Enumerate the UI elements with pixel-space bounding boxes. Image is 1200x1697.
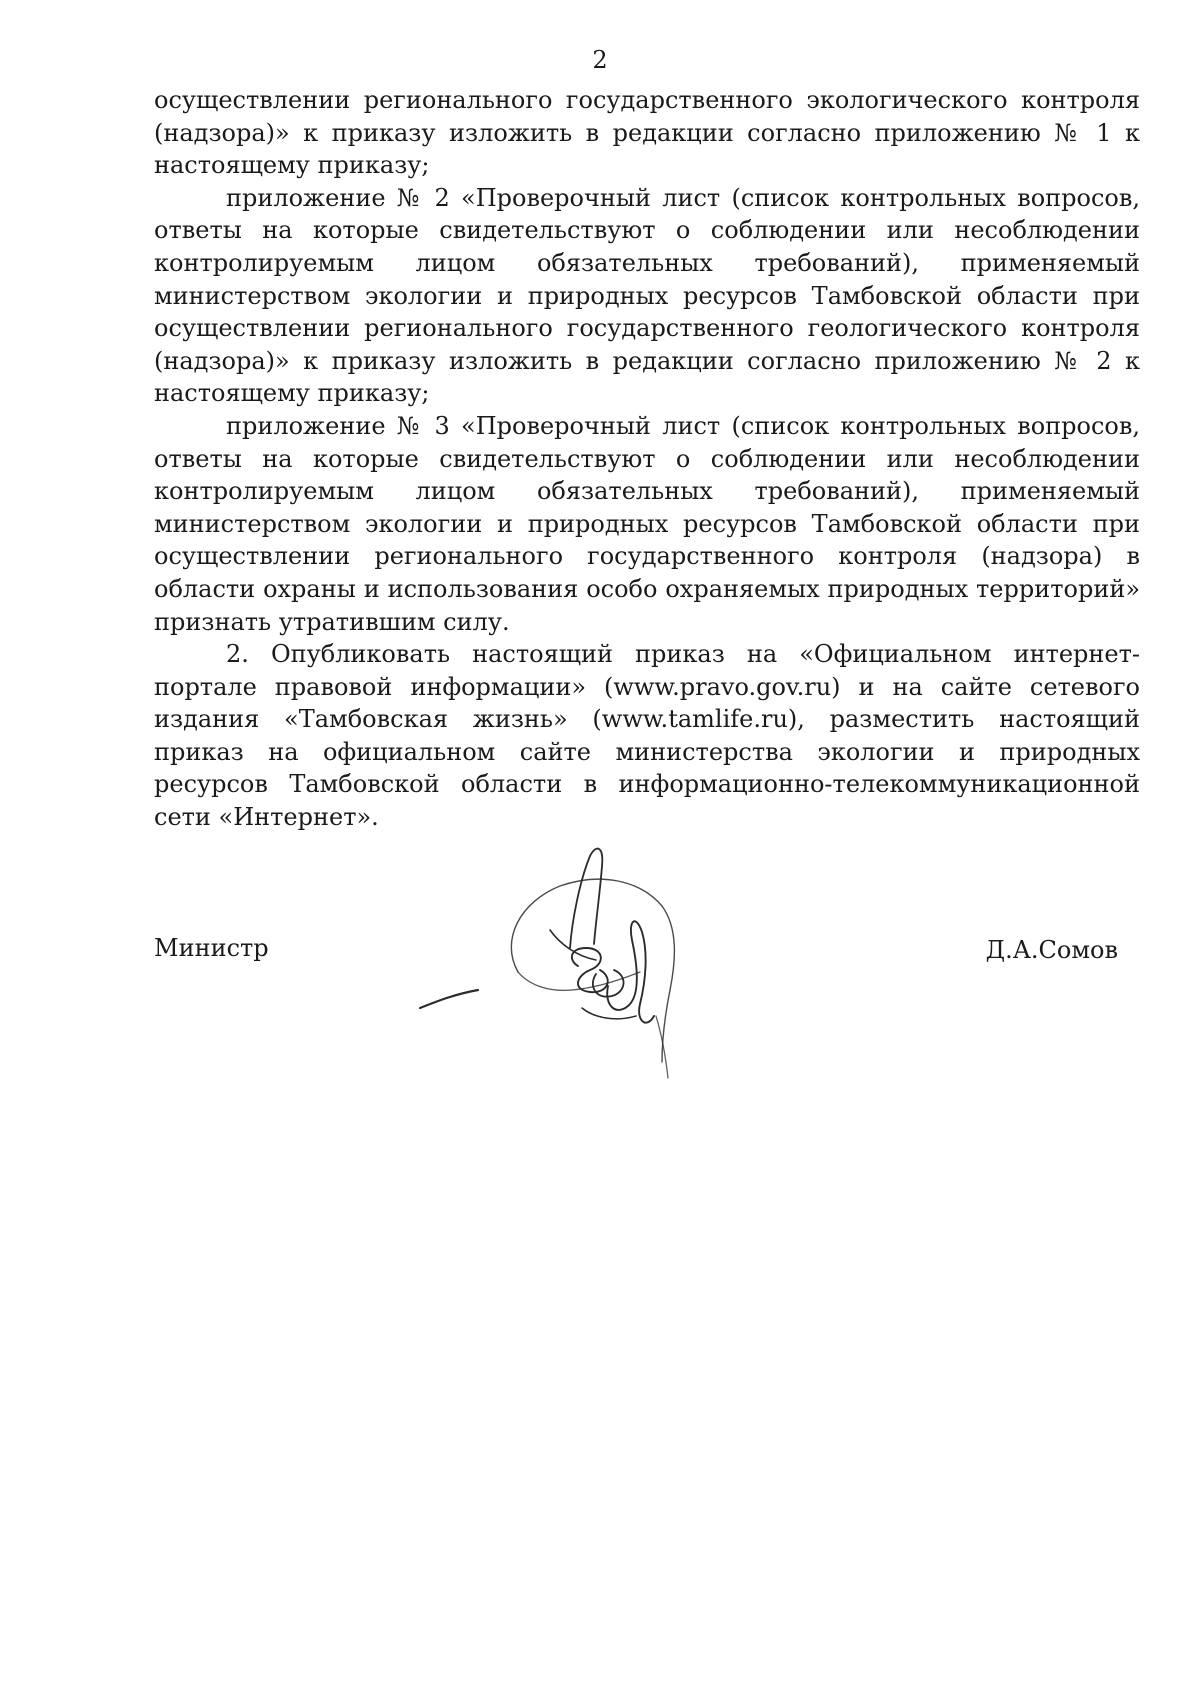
signatory-name: Д.А.Сомов: [985, 936, 1118, 964]
handwritten-signature: [400, 840, 740, 1110]
signature-block: [0, 840, 1200, 1120]
paragraph-appendix-3: приложение № 3 «Проверочный лист (список контрольных вопросов, ответы на которые свидетельствуют о соблюдении или несоблюдении контролируемым лицом обязательных требований), применяемый министерством экологии и природных ресурсов Тамбовской области при осуществлении регионального государственного контроля (надзора) в области охраны и использования особо охраняемых природных территорий» признать утратившим силу.: [154, 411, 1140, 636]
page-number: 2: [592, 46, 608, 74]
paragraph-continuation: осуществлении регионального государственного экологического контроля (надзора)» к приказу изложить в редакции согласно приложению № 1 к настоящему приказу;: [154, 86, 1140, 180]
document-body: [154, 84, 1140, 834]
paragraph-publish: 2. Опубликовать настоящий приказ на «Официальном интернет-портале правовой информации» (www.pravo.gov.ru) и на сайте сетевого издания «Тамбовская жизнь» (www.tamlife.ru), разместить настоящий приказ на официальном сайте министерства экологии и природных ресурсов Тамбовской области в информационно-телекоммуникационной сети «Интернет».: [154, 640, 1140, 832]
paragraph-appendix-2: приложение № 2 «Проверочный лист (список контрольных вопросов, ответы на которые свидетельствуют о соблюдении или несоблюдении контролируемым лицом обязательных требований), применяемый министерством экологии и природных ресурсов Тамбовской области при осуществлении регионального государственного геологического контроля (надзора)» к приказу изложить в редакции согласно приложению № 2 к настоящему приказу;: [154, 183, 1140, 408]
signatory-role: Министр: [154, 934, 269, 962]
